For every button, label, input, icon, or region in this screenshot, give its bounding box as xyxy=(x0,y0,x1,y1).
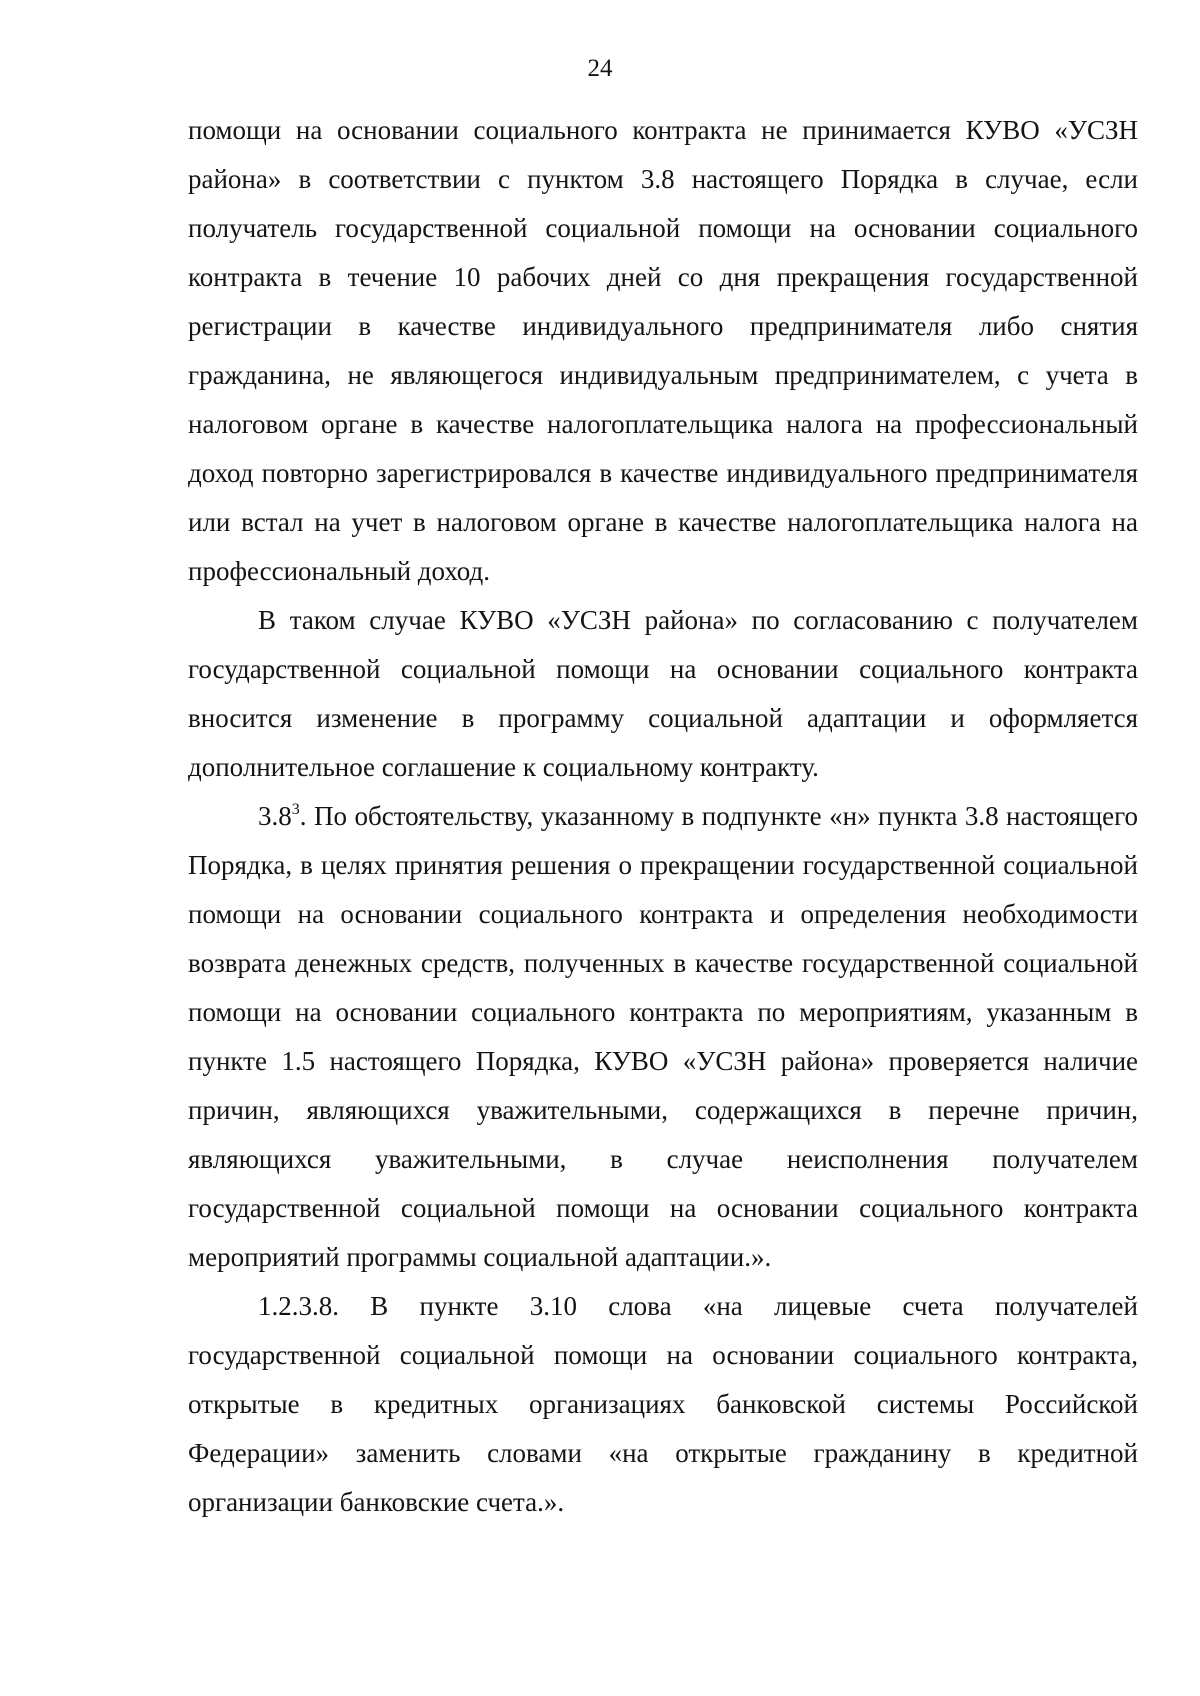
page-number: 24 xyxy=(587,55,613,82)
clause-superscript: 3 xyxy=(291,801,300,818)
paragraph-program-change: В таком случае КУВО «УСЗН района» по согласованию с получателем государственной социальной помощи на основании социального контракта вносится изменение в программу социальной адаптации и оформляется дополнительное соглашение к социальному контракту. xyxy=(188,605,1138,782)
paragraph-amendment-1-2-3-8: 1.2.3.8. В пункте 3.10 слова «на лицевые счета получателей государственной социальной помощи на основании социального контракта, открытые в кредитных организациях банковской системы Российской Федерации» заменить словами «на открытые гражданину в кредитной организации банковские счета.». xyxy=(188,1291,1138,1517)
document-body xyxy=(188,106,1138,1527)
paragraph-continuation: помощи на основании социального контракта не принимается КУВО «УСЗН района» в соответствии с пунктом 3.8 настоящего Порядка в случае, если получатель государственной социальной помощи на основании социального контракта в течение 10 рабочих дней со дня прекращения государственной регистрации в качестве индивидуального предпринимателя либо снятия гражданина, не являющегося индивидуальным предпринимателем, с учета в налоговом органе в качестве налогоплательщика налога на профессиональный доход повторно зарегистрировался в качестве индивидуального предпринимателя или встал на учет в налоговом органе в качестве налогоплательщика налога на профессиональный доход. xyxy=(188,115,1138,586)
clause-label: 3.8 xyxy=(258,801,292,831)
paragraph-clause-3-8-3 xyxy=(188,792,1138,1282)
clause-text: . По обстоятельству, указанному в подпункте «н» пункта 3.8 настоящего Порядка, в целях принятия решения о прекращении государственной социальной помощи на основании социального контракта и определения необходимости возврата денежных средств, полученных в качестве государственной социальной помощи на основании социального контракта по мероприятиям, указанным в пункте 1.5 настоящего Порядка, КУВО «УСЗН района» проверяется наличие причин, являющихся уважительными, содержащихся в перечне причин, являющихся уважительными, в случае неисполнения получателем государственной социальной помощи на основании социального контракта мероприятий программы социальной адаптации.». xyxy=(188,801,1138,1272)
